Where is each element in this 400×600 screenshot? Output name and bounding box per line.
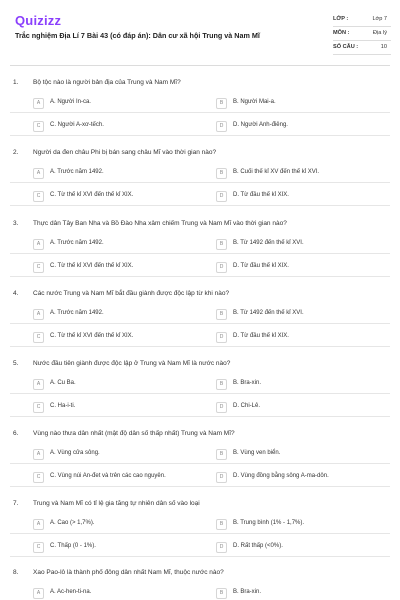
option-text: B. Vùng ven biển. (233, 450, 281, 456)
option-text: B. Trung bình (1% - 1,7%). (233, 520, 305, 526)
question-divider (10, 205, 390, 206)
option-row (33, 330, 388, 344)
question-text: Nước đầu tiên giành được độc lập ở Trung và Nam Mĩ là nước nào? (33, 360, 231, 367)
option-letter-badge: A (33, 168, 44, 179)
question-text: Xao Pao-lô là thành phố đông dân nhất Nam Mĩ, thuộc nước nào? (33, 569, 224, 576)
option-row (33, 447, 388, 461)
option-letter-badge: B (216, 98, 227, 109)
option-letter-badge: B (216, 168, 227, 179)
option-letter-badge: C (33, 402, 44, 413)
option-divider (10, 253, 390, 254)
option-text: A. Trước năm 1492. (50, 240, 104, 246)
question-text: Bộ tộc nào là người bản địa của Trung và Nam Mĩ? (33, 79, 181, 86)
question-text: Thực dân Tây Ban Nha và Bồ Đào Nha xâm chiếm Trung và Nam Mĩ vào thời gian nào? (33, 220, 287, 227)
option-letter-badge: C (33, 262, 44, 273)
option-letter-badge: A (33, 588, 44, 599)
option-text: D. Rất thấp (<0%). (233, 543, 283, 549)
option-text: C. Từ thế kỉ XVI đến thế kỉ XIX. (50, 263, 134, 269)
meta-row-class (333, 13, 391, 27)
option-text: C. Ha-i-ti. (50, 403, 76, 409)
option-letter-badge: C (33, 121, 44, 132)
question-divider (10, 346, 390, 347)
header-divider (10, 65, 390, 66)
meta-subject-label: MÔN : (333, 30, 350, 36)
option-letter-badge: D (216, 402, 227, 413)
option-text: C. Thấp (0 - 1%). (50, 543, 96, 549)
option-text: A. Người In-ca. (50, 99, 91, 105)
option-row (33, 517, 388, 531)
option-divider (10, 112, 390, 113)
option-letter-badge: B (216, 379, 227, 390)
option-text: D. Vùng đồng bằng sông A-ma-dôn. (233, 473, 329, 479)
option-text: A. Cu Ba. (50, 380, 76, 386)
worksheet-meta (333, 13, 391, 55)
option-letter-badge: B (216, 449, 227, 460)
option-divider (10, 393, 390, 394)
option-letter-badge: A (33, 309, 44, 320)
option-letter-badge: D (216, 262, 227, 273)
option-divider (10, 182, 390, 183)
question-text: Các nước Trung và Nam Mĩ bắt đầu giành được độc lập từ khi nào? (33, 290, 230, 297)
option-letter-badge: C (33, 191, 44, 202)
option-row (33, 260, 388, 274)
option-text: B. Bra-xin. (233, 589, 262, 595)
option-text: A. Trước năm 1492. (50, 169, 104, 175)
page-title: Trắc nghiệm Địa Lí 7 Bài 43 (có đáp án): Dân cư xã hội Trung và Nam Mĩ (15, 31, 260, 40)
question-number: 8. (13, 569, 19, 576)
option-row (33, 189, 388, 203)
option-divider (10, 323, 390, 324)
meta-count-label: SỐ CÂU : (333, 44, 359, 50)
option-text: C. Từ thế kỉ XVI đến thế kỉ XIX. (50, 333, 134, 339)
option-text: D. Từ đầu thế kỉ XIX. (233, 263, 289, 269)
meta-row-subject (333, 27, 391, 41)
question-divider (10, 135, 390, 136)
option-text: B. Từ 1492 đến thế kỉ XVI. (233, 310, 304, 316)
option-row (33, 540, 388, 554)
option-letter-badge: B (216, 519, 227, 530)
question-number: 3. (13, 220, 19, 227)
question-text: Người da đen châu Phi bị bán sang châu Mĩ vào thời gian nào? (33, 149, 217, 156)
question-divider (10, 276, 390, 277)
option-text: B. Người Mai-a. (233, 99, 276, 105)
option-text: B. Bra-xin. (233, 380, 262, 386)
option-text: A. Trước năm 1492. (50, 310, 104, 316)
option-letter-badge: D (216, 191, 227, 202)
brand-logo: Quizizz (15, 13, 62, 28)
question-number: 5. (13, 360, 19, 367)
meta-class-label: LỚP : (333, 16, 349, 22)
option-letter-badge: A (33, 239, 44, 250)
option-row (33, 586, 388, 600)
option-letter-badge: C (33, 542, 44, 553)
option-row (33, 96, 388, 110)
option-text: D. Từ đầu thế kỉ XIX. (233, 192, 289, 198)
option-divider (10, 533, 390, 534)
option-letter-badge: A (33, 379, 44, 390)
option-text: C. Từ thế kỉ XVI đến thế kỉ XIX. (50, 192, 134, 198)
option-row (33, 166, 388, 180)
question-number: 6. (13, 430, 19, 437)
question-number: 1. (13, 79, 19, 86)
option-text: B. Từ 1492 đến thế kỉ XVI. (233, 240, 304, 246)
option-row (33, 400, 388, 414)
option-row (33, 237, 388, 251)
option-letter-badge: A (33, 519, 44, 530)
question-divider (10, 556, 390, 557)
option-divider (10, 463, 390, 464)
option-text: D. Từ đầu thế kỉ XIX. (233, 333, 289, 339)
option-text: A. Vùng cửa sông. (50, 450, 100, 456)
option-text: C. Vùng núi An-đet và trên các cao nguyên. (50, 473, 166, 479)
option-letter-badge: A (33, 449, 44, 460)
option-letter-badge: C (33, 332, 44, 343)
option-row (33, 307, 388, 321)
meta-subject-value: Địa lý (373, 30, 387, 36)
question-number: 7. (13, 500, 19, 507)
option-letter-badge: C (33, 472, 44, 483)
option-text: D. Chi-Lê. (233, 403, 261, 409)
option-text: A. Cao (> 1,7%). (50, 520, 95, 526)
option-letter-badge: B (216, 239, 227, 250)
option-letter-badge: B (216, 588, 227, 599)
option-text: A. Ac-hen-ti-na. (50, 589, 92, 595)
option-row (33, 470, 388, 484)
question-divider (10, 416, 390, 417)
option-text: D. Người Anh-điêng. (233, 122, 288, 128)
question-text: Trung và Nam Mĩ có tỉ lệ gia tăng tự nhiên dân số vào loại (33, 500, 200, 507)
option-letter-badge: D (216, 332, 227, 343)
question-divider (10, 486, 390, 487)
option-letter-badge: D (216, 542, 227, 553)
option-letter-badge: A (33, 98, 44, 109)
option-text: B. Cuối thế kỉ XV đến thế kỉ XVI. (233, 169, 320, 175)
question-text: Vùng nào thưa dân nhất (mật độ dân số thấp nhất) Trung và Nam Mĩ? (33, 430, 235, 437)
meta-row-count (333, 41, 391, 55)
meta-class-value: Lớp 7 (372, 16, 387, 22)
option-letter-badge: D (216, 472, 227, 483)
option-letter-badge: D (216, 121, 227, 132)
option-letter-badge: B (216, 309, 227, 320)
question-number: 2. (13, 149, 19, 156)
question-number: 4. (13, 290, 19, 297)
option-row (33, 119, 388, 133)
option-row (33, 377, 388, 391)
meta-count-value: 10 (380, 44, 387, 50)
option-text: C. Người A-xơ-tếch. (50, 122, 104, 128)
